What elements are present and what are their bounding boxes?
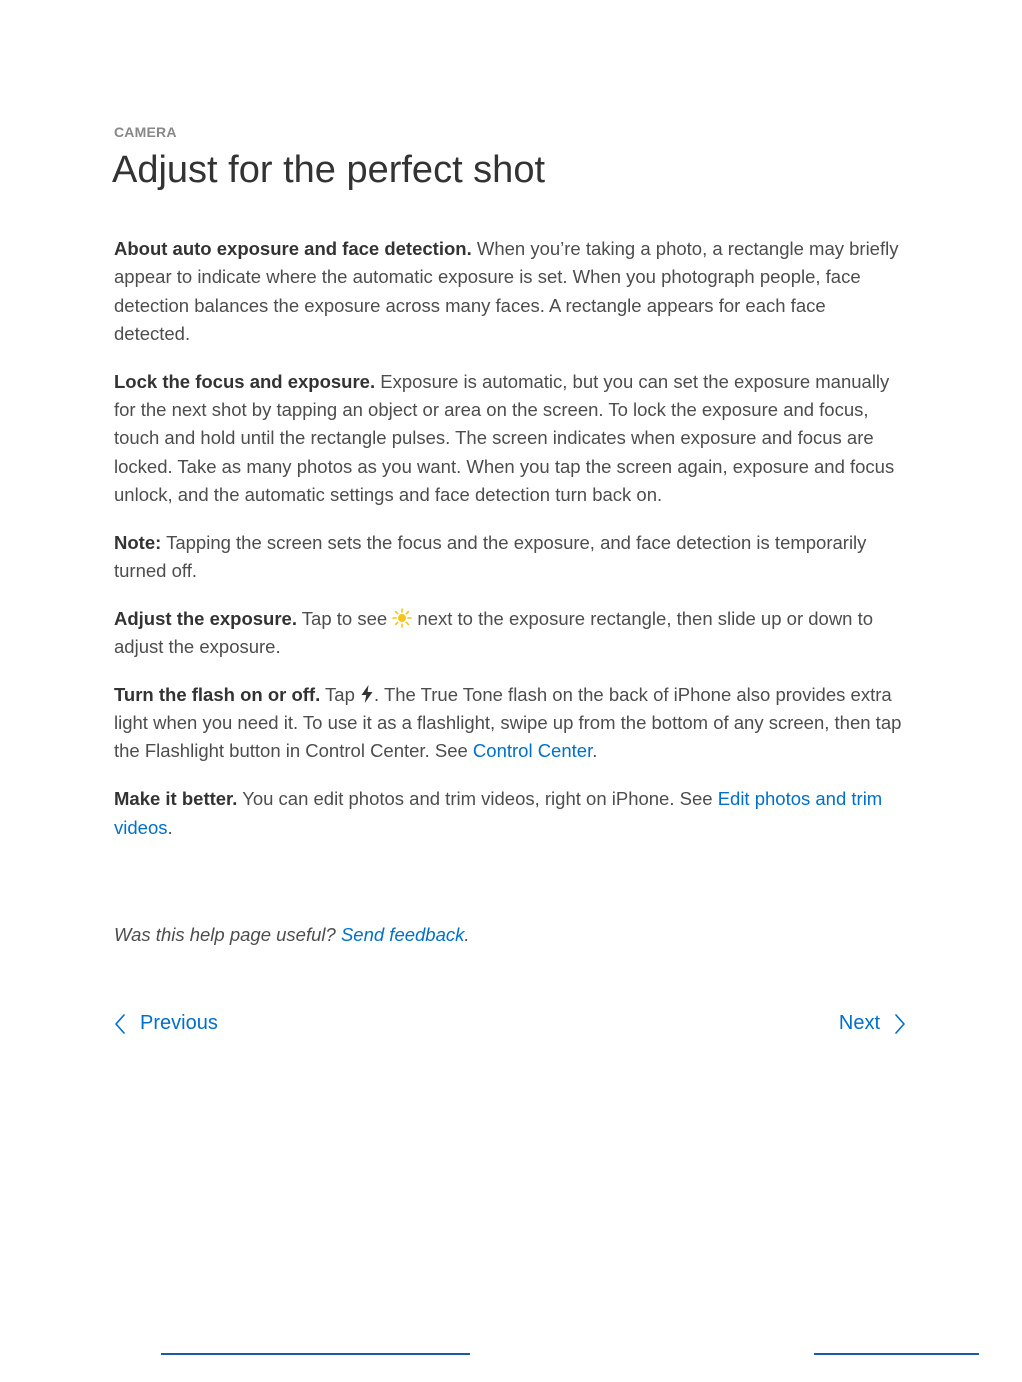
paragraph-text: Exposure is automatic, but you can set the exposure manually for the next shot by tapping an object or area on the screen. To lock the exposure and focus, touch and hold until the rectangle pulses. The screen indicates when exposure and focus are locked. Take as many photos as you want. When you tap the screen again, exposure and focus unlock, and the automatic settings and face detection turn back on. (114, 370, 895, 505)
paragraph-note (114, 529, 904, 586)
flash-bolt-icon (360, 685, 374, 703)
paragraph-flash (114, 681, 904, 766)
paragraph-adjust-exposure (114, 605, 904, 662)
paragraph-make-better (114, 785, 904, 842)
article-body (114, 235, 904, 842)
feedback-end: . (464, 924, 470, 945)
sun-icon (392, 608, 412, 628)
feedback-question: Was this help page useful? (114, 924, 341, 945)
previous-label: Previous (140, 1012, 218, 1034)
paragraph-lead: Turn the flash on or off. (114, 683, 321, 705)
edit-photos-link[interactable]: Edit photos and trim videos (114, 788, 883, 838)
paragraph-lead: Note: (114, 531, 162, 553)
footer-rule-left (161, 1353, 470, 1355)
paragraph-lead: Make it better. (114, 788, 238, 810)
pager (114, 1012, 906, 1040)
paragraph-auto-exposure (114, 235, 904, 348)
paragraph-lock-focus (114, 368, 904, 509)
control-center-link[interactable]: Control Center (472, 740, 593, 762)
section-eyebrow: CAMERA (114, 124, 177, 140)
paragraph-lead: About auto exposure and face detection. (114, 238, 472, 259)
chevron-left-icon (114, 1013, 126, 1035)
send-feedback-link[interactable]: Send feedback (340, 924, 465, 945)
help-page (112, 124, 904, 1034)
paragraph-text: When you’re taking a photo, a rectangle may briefly appear to indicate where the automatic exposure is set. When you photograph people, face detection balances the exposure across many faces. A rectangle appears for each face detected. (114, 238, 899, 344)
paragraph-text: next to the exposure rectangle, then slide up or down to adjust the exposure. (114, 607, 874, 658)
chevron-right-icon (894, 1013, 906, 1035)
paragraph-text: . (592, 740, 598, 762)
paragraph-text: . The True Tone flash on the back of iPhone also provides extra light when you need it. To use it as a flashlight, swipe up from the bottom of any screen, then tap the Flashlight button in Control Center. See (114, 683, 902, 762)
paragraph-text: Tap to see (296, 607, 393, 629)
next-button[interactable] (839, 1012, 906, 1035)
paragraph-text: . (167, 816, 173, 838)
paragraph-lead: Adjust the exposure. (114, 607, 297, 629)
next-label: Next (838, 1012, 880, 1034)
feedback-prompt (114, 924, 470, 946)
previous-button[interactable] (114, 1012, 218, 1035)
paragraph-text: Tap (320, 683, 361, 705)
paragraph-lead: Lock the focus and exposure. (114, 370, 376, 392)
page-title: Adjust for the perfect shot (112, 149, 546, 191)
paragraph-text: Tapping the screen sets the focus and the exposure, and face detection is temporarily turned off. (114, 531, 867, 581)
paragraph-text: You can edit photos and trim videos, right on iPhone. See (237, 788, 718, 810)
footer-rule-right (814, 1353, 979, 1355)
